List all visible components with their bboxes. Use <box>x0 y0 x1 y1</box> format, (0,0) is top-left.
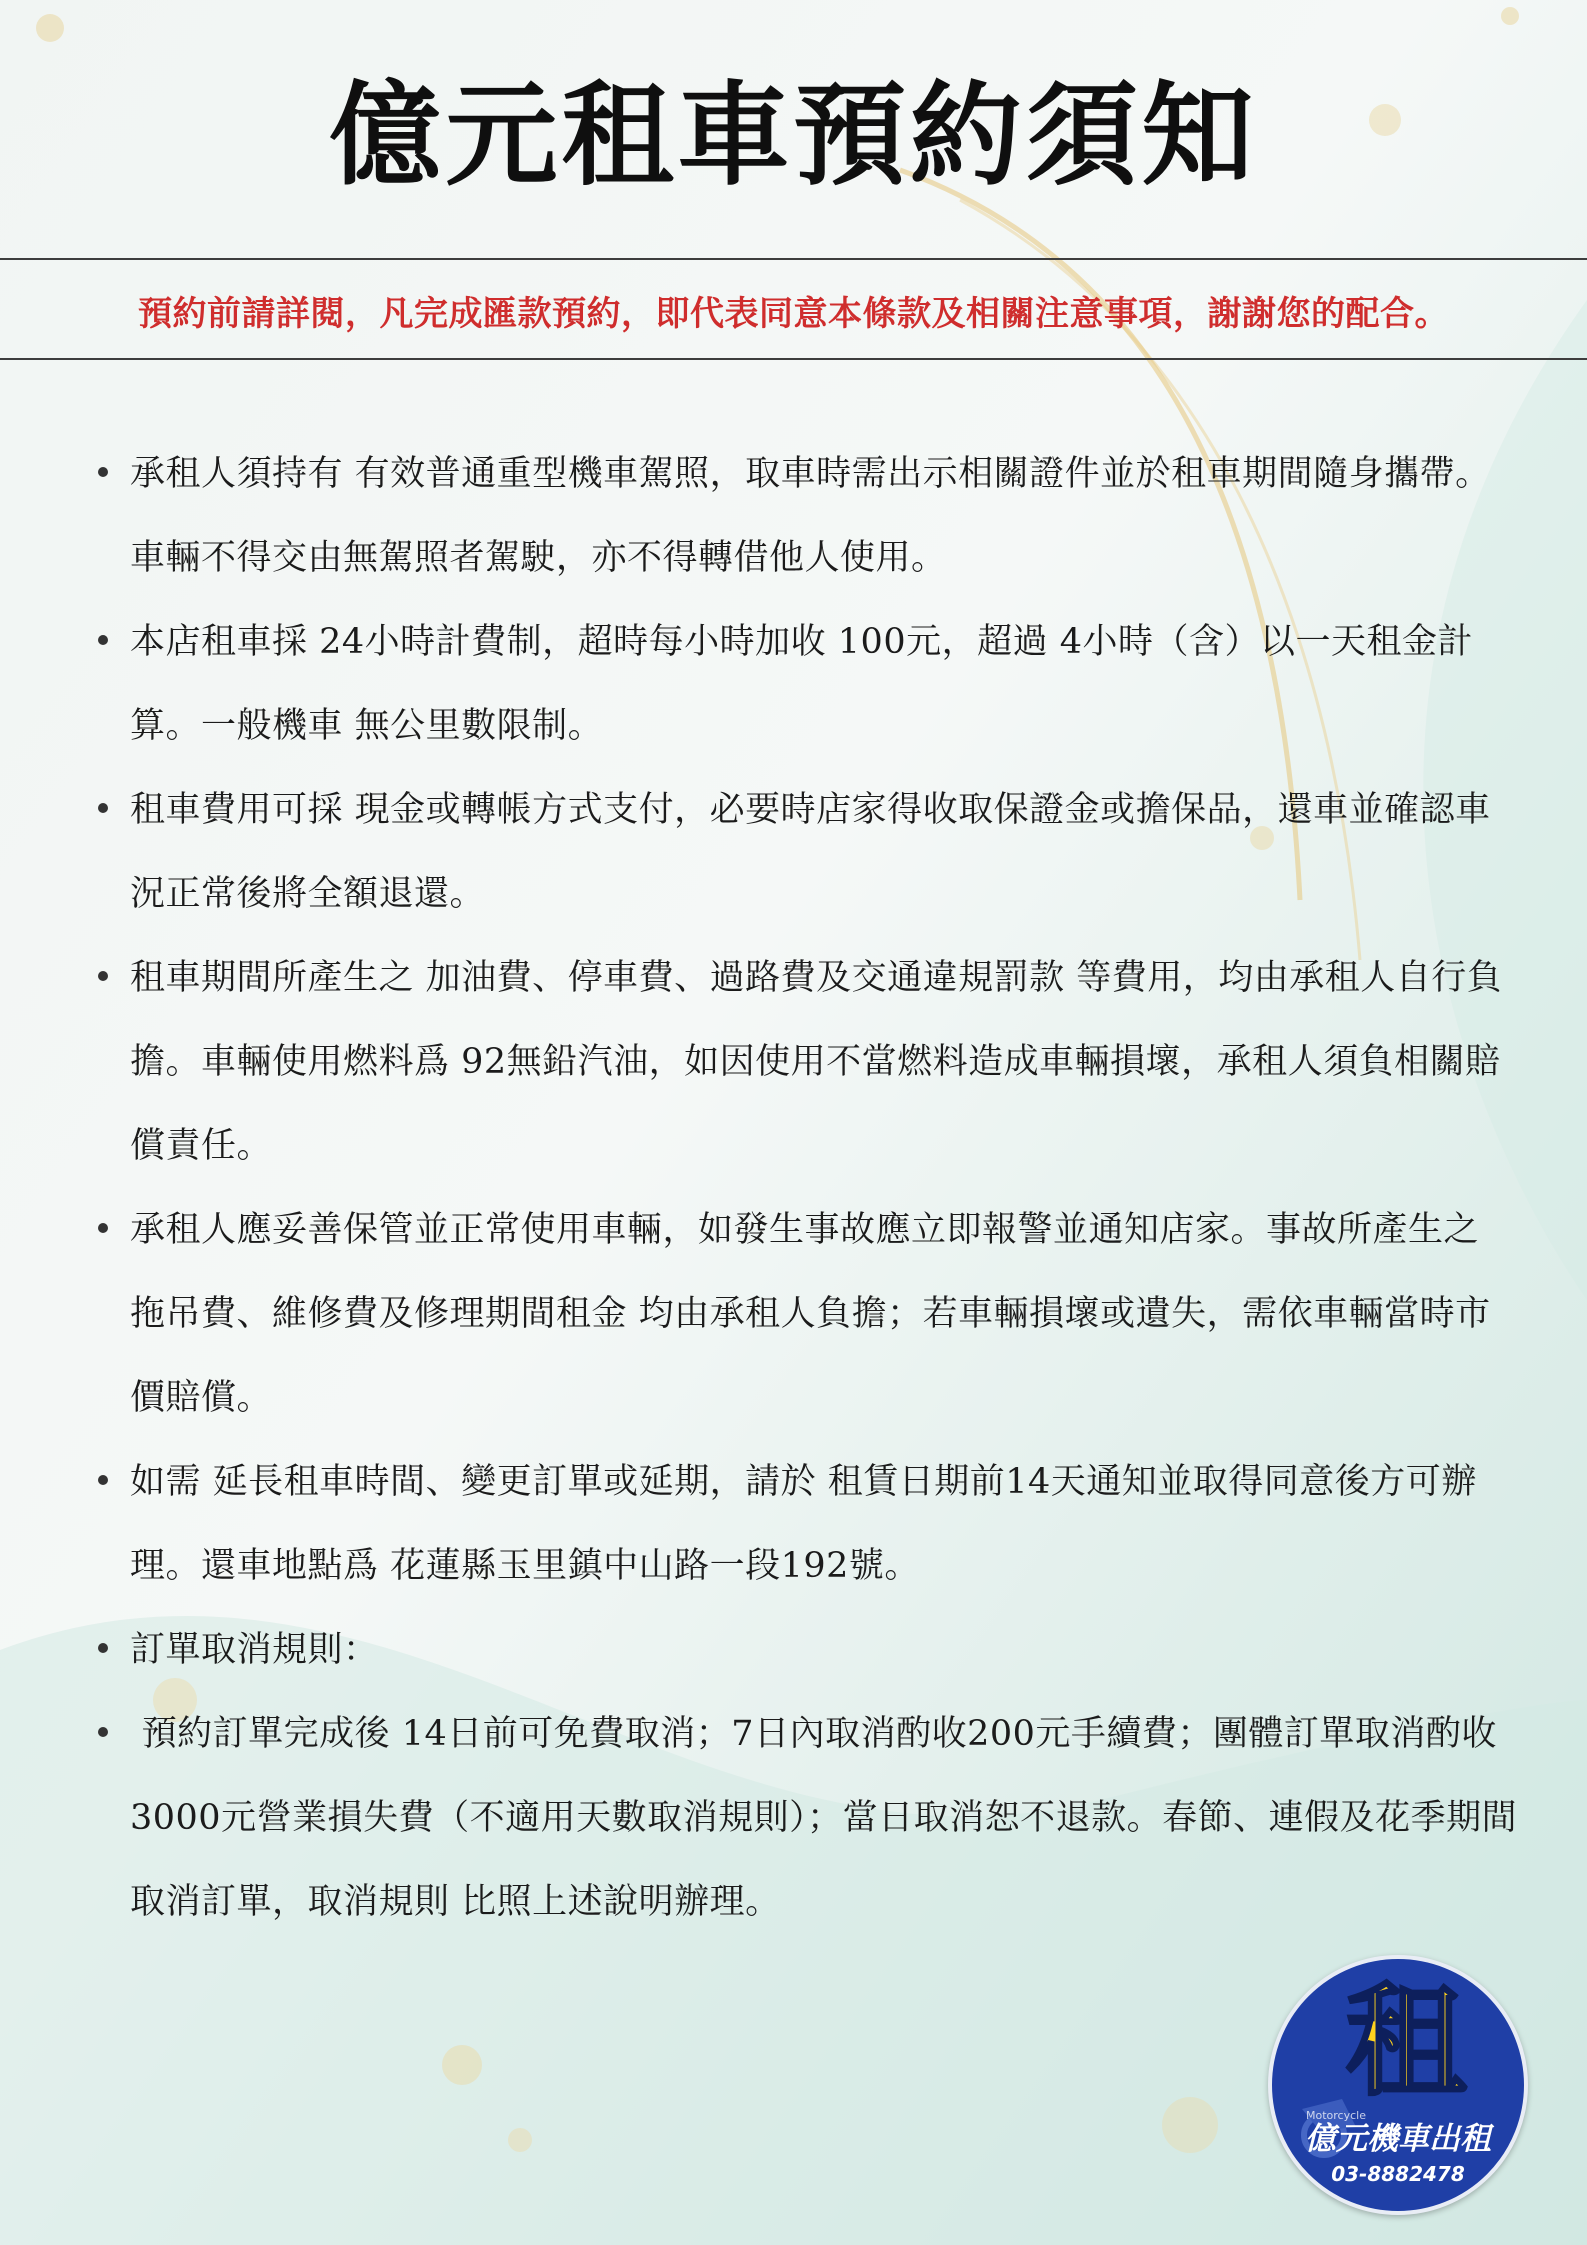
term-text: 租車費用可採 現金或轉帳方式支付，必要時店家得收取保證金或擔保品，還車並確認車況正常後將全額退還。 <box>130 790 1491 914</box>
term-item-extension <box>0 1440 1587 1608</box>
term-text: 承租人須持有 有效普通重型機車駕照，取車時需出示相關證件並於租車期間隨身攜帶。車輛不得交由無駕照者駕駛，亦不得轉借他人使用。 <box>130 454 1491 578</box>
page-title: 億元租車預約須知 <box>329 70 1258 201</box>
term-item-payment <box>0 768 1587 936</box>
shop-logo <box>1268 1955 1528 2215</box>
term-text: 租車期間所產生之 加油費、停車費、過路費及交通違規罰款 等費用，均由承租人自行負擔。車輛使用燃料爲 92無鉛汽油，如因使用不當燃料造成車輛損壞，承租人須負相關賠償責任。 <box>130 958 1503 1166</box>
term-item-license <box>0 432 1587 600</box>
logo-shop-name: 億元機車出租 <box>1305 2121 1491 2157</box>
term-text: 本店租車採 24小時計費制，超時每小時加收 100元，超過 4小時（含）以一天租金計算。一般機車 無公里數限制。 <box>130 622 1473 746</box>
term-item-cancel-heading <box>0 1608 1587 1692</box>
logo-art <box>1272 1959 1524 2211</box>
logo-small-text: Motorcycle <box>1306 2109 1366 2122</box>
term-item-fees <box>0 936 1587 1188</box>
terms-list <box>0 432 1587 1944</box>
bullet-icon <box>98 1643 108 1653</box>
term-text: 預約訂單完成後 14日前可免費取消；7日內取消酌收200元手續費；團體訂單取消酌收3000元營業損失費（不適用天數取消規則）；當日取消恕不退款。春節、連假及花季期間取消訂單，取消規則 比照上述說明辦理。 <box>130 1714 1518 1922</box>
logo-phone: 03-8882478 <box>1331 2162 1465 2186</box>
term-text: 如需 延長租車時間、變更訂單或延期，請於 租賃日期前14天通知並取得同意後方可辦理。還車地點爲 花蓮縣玉里鎮中山路一段192號。 <box>130 1462 1477 1586</box>
bullet-icon <box>98 1475 108 1485</box>
term-text: 訂單取消規則： <box>130 1630 379 1670</box>
booking-notice: 預約前請詳閱，凡完成匯款預約，即代表同意本條款及相關注意事項，謝謝您的配合。 <box>138 294 1449 334</box>
bottom-divider <box>0 358 1587 360</box>
term-item-accident <box>0 1188 1587 1440</box>
term-item-cancel-rules <box>0 1692 1587 1944</box>
term-text: 承租人應妥善保管並正常使用車輛，如發生事故應立即報警並通知店家。事故所產生之 拖吊費、維修費及修理期間租金 均由承租人負擔；若車輛損壞或遺失，需依車輛當時市價賠償。 <box>130 1210 1491 1418</box>
bullet-icon <box>98 635 108 645</box>
bullet-icon <box>98 803 108 813</box>
bullet-icon <box>98 971 108 981</box>
bullet-icon <box>98 467 108 477</box>
term-item-billing <box>0 600 1587 768</box>
logo-big-char: 租 <box>1346 1973 1466 2112</box>
bullet-icon <box>98 1727 108 1737</box>
top-divider <box>0 258 1587 260</box>
bullet-icon <box>98 1223 108 1233</box>
